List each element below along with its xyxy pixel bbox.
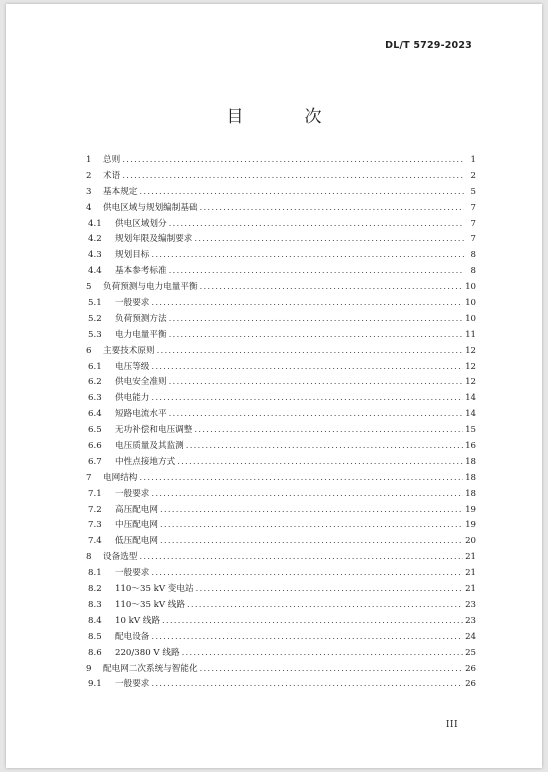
toc-entry-number: 6.6 [88, 441, 102, 452]
document-page [6, 4, 542, 768]
toc-entry-number: 6 [86, 345, 92, 356]
toc-entry-title: 110～35 kV 变电站 [115, 584, 194, 595]
toc-entry-page: 7 [470, 234, 476, 245]
toc-entry-number: 6.3 [88, 393, 102, 404]
toc-leader-dots [160, 518, 463, 534]
toc-leader-dots [139, 471, 463, 487]
toc-entry-title: 基本规定 [103, 186, 138, 197]
toc-entry[interactable] [86, 630, 476, 646]
toc-entry-page: 10 [465, 282, 476, 293]
toc-entry[interactable] [86, 534, 476, 550]
toc-entry-title: 主要技术原则 [103, 345, 155, 356]
toc-leader-dots [151, 248, 464, 264]
toc-leader-dots [169, 312, 463, 328]
toc-entry[interactable] [86, 407, 476, 423]
toc-entry[interactable] [86, 614, 476, 630]
toc-leader-dots [151, 296, 463, 312]
toc-leader-dots [169, 264, 464, 280]
toc-entry-number: 4.1 [88, 218, 102, 229]
toc-entry-title: 中性点接地方式 [115, 456, 176, 467]
toc-entry[interactable] [86, 328, 476, 344]
toc-entry[interactable] [86, 280, 476, 296]
toc-entry[interactable] [86, 375, 476, 391]
toc-entry-title: 无功补偿和电压调整 [115, 425, 193, 436]
toc-entry-title: 规划目标 [115, 250, 150, 261]
toc-entry-page: 12 [465, 345, 476, 356]
toc-entry-number: 4.2 [88, 234, 102, 245]
toc-leader-dots [169, 375, 463, 391]
toc-entry-page: 24 [465, 631, 476, 642]
toc-entry[interactable] [86, 550, 476, 566]
toc-entry-number: 9 [86, 663, 92, 674]
toc-leader-dots [200, 280, 464, 296]
toc-leader-dots [151, 630, 463, 646]
toc-entry-number: 6.5 [88, 425, 102, 436]
toc-entry-title: 负荷预测方法 [115, 313, 167, 324]
toc-entry[interactable] [86, 423, 476, 439]
toc-entry-page: 10 [465, 313, 476, 324]
toc-entry-page: 23 [465, 615, 476, 626]
toc-entry-title: 电压质量及其监测 [115, 441, 184, 452]
toc-leader-dots [194, 423, 463, 439]
toc-entry-title: 中压配电网 [115, 520, 158, 531]
toc-leader-dots [200, 662, 464, 678]
toc-entry-title: 短路电流水平 [115, 409, 167, 420]
toc-entry-number: 4 [86, 202, 92, 213]
toc-entry-number: 2 [86, 170, 92, 181]
toc-entry[interactable] [86, 518, 476, 534]
toc-entry-page: 7 [470, 202, 476, 213]
toc-entry-number: 7.3 [88, 520, 102, 531]
toc-entry-number: 8.4 [88, 615, 102, 626]
toc-entry[interactable] [86, 646, 476, 662]
toc-entry-page: 21 [465, 568, 476, 579]
toc-entry[interactable] [86, 153, 476, 169]
toc-entry[interactable] [86, 598, 476, 614]
toc-entry-title: 220/380 V 线路 [115, 647, 180, 658]
toc-entry-number: 8 [86, 552, 92, 563]
toc-entry-number: 8.2 [88, 584, 102, 595]
toc-entry-number: 1 [86, 155, 92, 165]
toc-entry-number: 6.1 [88, 361, 102, 372]
toc-entry[interactable] [86, 662, 476, 678]
toc-entry-title: 电网结构 [103, 472, 138, 483]
toc-entry[interactable] [86, 312, 476, 328]
toc-entry-title: 基本参考标准 [115, 266, 167, 277]
toc-entry-title: 规划年限及编制要求 [115, 234, 193, 245]
toc-entry-page: 2 [470, 170, 476, 181]
toc-entry[interactable] [86, 439, 476, 455]
toc-entry-page: 7 [470, 218, 476, 229]
toc-entry-page: 8 [470, 266, 476, 277]
toc-leader-dots [186, 439, 463, 455]
toc-leader-dots [187, 598, 463, 614]
page-number: III [445, 720, 458, 730]
toc-entry-title: 低压配电网 [115, 536, 158, 547]
toc-entry-title: 一般要求 [115, 298, 150, 309]
toc-entry-number: 5.1 [88, 298, 102, 309]
toc-entry[interactable] [86, 344, 476, 360]
toc-entry-number: 7.4 [88, 536, 102, 547]
toc-leader-dots [169, 407, 463, 423]
toc-leader-dots [157, 344, 463, 360]
toc-entry-number: 6.2 [88, 377, 102, 388]
toc-leader-dots [194, 232, 464, 248]
toc-entry-page: 19 [465, 504, 476, 515]
toc-entry-number: 6.4 [88, 409, 102, 420]
toc-leader-dots [160, 503, 463, 519]
toc-entry[interactable] [86, 471, 476, 487]
toc-entry-title: 一般要求 [115, 488, 150, 499]
toc-entry[interactable] [86, 248, 476, 264]
toc-entry-title: 配电网二次系统与智能化 [103, 663, 198, 674]
toc-entry-title: 电力电量平衡 [115, 329, 167, 340]
toc-leader-dots [151, 566, 463, 582]
toc-entry[interactable] [86, 503, 476, 519]
toc-leader-dots [139, 550, 463, 566]
toc-entry[interactable] [86, 582, 476, 598]
toc-leader-dots [160, 534, 463, 550]
toc-entry-number: 7.1 [88, 488, 102, 499]
toc-entry-number: 7 [86, 472, 92, 483]
toc-entry-page: 23 [465, 599, 476, 610]
toc-leader-dots [151, 677, 463, 693]
toc-entry-page: 25 [465, 647, 476, 658]
toc-leader-dots [151, 391, 463, 407]
toc-entry-number: 8.3 [88, 599, 102, 610]
toc-entry-title: 一般要求 [115, 568, 150, 579]
toc-entry[interactable] [86, 360, 476, 376]
page-title: 目 次 [226, 107, 344, 127]
toc-entry-title: 供电能力 [115, 393, 150, 404]
toc-entry[interactable] [86, 566, 476, 582]
toc-entry-title: 供电安全准则 [115, 377, 167, 388]
toc-leader-dots [122, 153, 464, 169]
toc-entry-title: 电压等级 [115, 361, 150, 372]
toc-leader-dots [169, 217, 464, 233]
toc-entry-number: 8.5 [88, 631, 102, 642]
toc-leader-dots [177, 455, 463, 471]
toc-entry-number: 4.4 [88, 266, 102, 277]
toc-entry-number: 7.2 [88, 504, 102, 515]
toc-leader-dots [151, 487, 463, 503]
toc-entry[interactable] [86, 217, 476, 233]
toc-entry-title: 负荷预测与电力电量平衡 [103, 282, 198, 293]
toc-entry-page: 18 [465, 472, 476, 483]
toc-entry[interactable] [86, 232, 476, 248]
toc-entry-title: 供电区域与规划编制基础 [103, 202, 198, 213]
toc-entry[interactable] [86, 296, 476, 312]
toc-leader-dots [139, 185, 464, 201]
toc-entry-page: 26 [465, 663, 476, 674]
toc-entry-page: 18 [465, 456, 476, 467]
toc-leader-dots [151, 360, 463, 376]
toc-entry-page: 10 [465, 298, 476, 309]
toc-entry-page: 1 [470, 155, 476, 165]
toc-entry-number: 8.1 [88, 568, 102, 579]
toc-entry[interactable] [86, 487, 476, 503]
toc-entry-page: 5 [470, 186, 476, 197]
toc-entry-number: 4.3 [88, 250, 102, 261]
toc-entry-number: 9.1 [88, 679, 102, 690]
toc-entry-number: 8.6 [88, 647, 102, 658]
toc-entry-page: 16 [465, 441, 476, 452]
toc-entry-number: 5 [86, 282, 92, 293]
toc-entry[interactable] [86, 677, 476, 693]
toc-entry-page: 15 [465, 425, 476, 436]
toc-entry[interactable] [86, 264, 476, 280]
toc-entry[interactable] [86, 391, 476, 407]
toc-entry-page: 11 [465, 329, 476, 340]
toc-leader-dots [200, 201, 464, 217]
toc-entry-title: 110～35 kV 线路 [115, 599, 185, 610]
toc-entry-number: 3 [86, 186, 92, 197]
toc-entry[interactable] [86, 201, 476, 217]
toc-entry-page: 14 [465, 409, 476, 420]
toc-entry-page: 18 [465, 488, 476, 499]
toc-entry-page: 12 [465, 361, 476, 372]
toc-entry-title: 总则 [103, 155, 121, 165]
toc-entry-page: 14 [465, 393, 476, 404]
toc-entry-title: 一般要求 [115, 679, 150, 690]
toc-entry-title: 配电设备 [115, 631, 150, 642]
toc-entry-page: 26 [465, 679, 476, 690]
toc-entry-number: 5.2 [88, 313, 102, 324]
toc-entry-page: 21 [465, 584, 476, 595]
toc-entry-number: 6.7 [88, 456, 102, 467]
toc-entry-page: 21 [465, 552, 476, 563]
toc-entry-title: 设备选型 [103, 552, 138, 563]
toc-leader-dots [122, 169, 464, 185]
standard-code: DL/T 5729-2023 [385, 40, 472, 51]
toc-entry-page: 8 [470, 250, 476, 261]
toc-entry-title: 术语 [103, 170, 121, 181]
toc-entry-page: 20 [465, 536, 476, 547]
toc-entry-title: 高压配电网 [115, 504, 158, 515]
toc-leader-dots [196, 582, 463, 598]
toc-leader-dots [182, 646, 464, 662]
toc-leader-dots [162, 614, 463, 630]
toc-entry[interactable] [86, 185, 476, 201]
toc-entry[interactable] [86, 455, 476, 471]
toc-entry-title: 10 kV 线路 [115, 615, 160, 626]
toc-entry-page: 12 [465, 377, 476, 388]
toc-leader-dots [169, 328, 463, 344]
toc-entry-title: 供电区域划分 [115, 218, 167, 229]
toc-entry-number: 5.3 [88, 329, 102, 340]
toc-entry-page: 19 [465, 520, 476, 531]
toc-entry[interactable] [86, 169, 476, 185]
table-of-contents [86, 153, 476, 693]
